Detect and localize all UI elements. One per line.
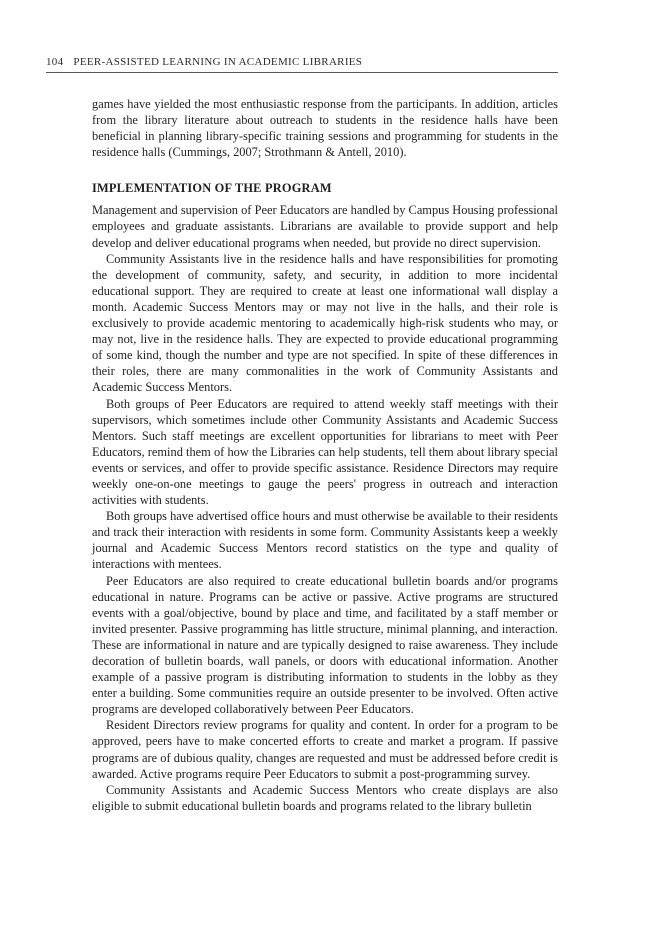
body-paragraph: Peer Educators are also required to create educational bulletin boards and/or programs educational in nature. Programs can be active or passive. Active programs are structured events with a goal/objective, bound by place and time, and facilitated by a staff member or invited presenter. Passive programming has little structure, minimal planning, and interaction. These are informational in nature and are typically designed to raise awareness. They include decoration of bulletin boards, wall panels, or doors with educational information. Another example of a passive program is distributing information to students in the lobby as they enter a building. Some communities require an outside presenter to be involved. Often active programs are developed collaboratively between Peer Educators. bbox=[92, 573, 558, 717]
running-head bbox=[46, 56, 560, 68]
section-heading: IMPLEMENTATION OF THE PROGRAM bbox=[92, 181, 332, 196]
body-paragraph: Both groups of Peer Educators are required to attend weekly staff meetings with their supervisors, which sometimes include other Community Assistants and Academic Success Mentors. Such staff meetings are excellent opportunities for librarians to meet with Peer Educators, remind them of how the Libraries can help students, tell them about library special events or services, and offer to provide specific assistance. Residence Directors may require weekly one-on-one meetings to gauge the peers' progress in outreach and interaction activities with students. bbox=[92, 396, 558, 508]
body-paragraph: Both groups have advertised office hours and must otherwise be available to their residents and track their interaction with residents in some form. Community Assistants keep a weekly journal and Academic Success Mentors record statistics on the type and quality of interactions with mentees. bbox=[92, 509, 558, 572]
running-title: PEER-ASSISTED LEARNING IN ACADEMIC LIBRARIES bbox=[73, 56, 363, 68]
body-paragraph: Community Assistants live in the residence halls and have responsibilities for promoting the development of community, safety, and security, in addition to more incidental educational support. They are required to create at least one informational wall display a month. Academic Success Mentors may or may not live in the halls, and their role is exclusively to provide academic mentoring to academically high-risk students who may, or may not, live in the residence halls. They are expected to provide educational programming of some kind, though the number and type are not specified. In spite of these differences in their roles, there are many commonalities in the work of Community Assistants and Academic Success Mentors. bbox=[92, 251, 558, 395]
body-paragraph: Management and supervision of Peer Educators are handled by Campus Housing professional employees and graduate assistants. Librarians are available to provide support and help develop and deliver educational programs when needed, but provide no direct supervision. bbox=[92, 203, 558, 250]
header-rule bbox=[46, 72, 558, 73]
page-number: 104 bbox=[46, 56, 64, 68]
body-paragraph: Resident Directors review programs for quality and content. In order for a program to be approved, peers have to make concerted efforts to create and market a program. If passive programs are of dubious quality, changes are requested and must be addressed before credit is awarded. Active programs require Peer Educators to submit a post-programming survey. bbox=[92, 718, 558, 781]
body-paragraph: Community Assistants and Academic Success Mentors who create displays are also eligible to submit educational bulletin boards and programs related to the library bulletin bbox=[92, 782, 558, 813]
page-body bbox=[92, 96, 558, 814]
opening-paragraph: games have yielded the most enthusiastic response from the participants. In addition, articles from the library literature about outreach to students in the residence halls have been beneficial in planning library-specific training sessions and programming for students in the residence halls (Cummings, 2007; Strothmann & Antell, 2010). bbox=[92, 97, 558, 160]
